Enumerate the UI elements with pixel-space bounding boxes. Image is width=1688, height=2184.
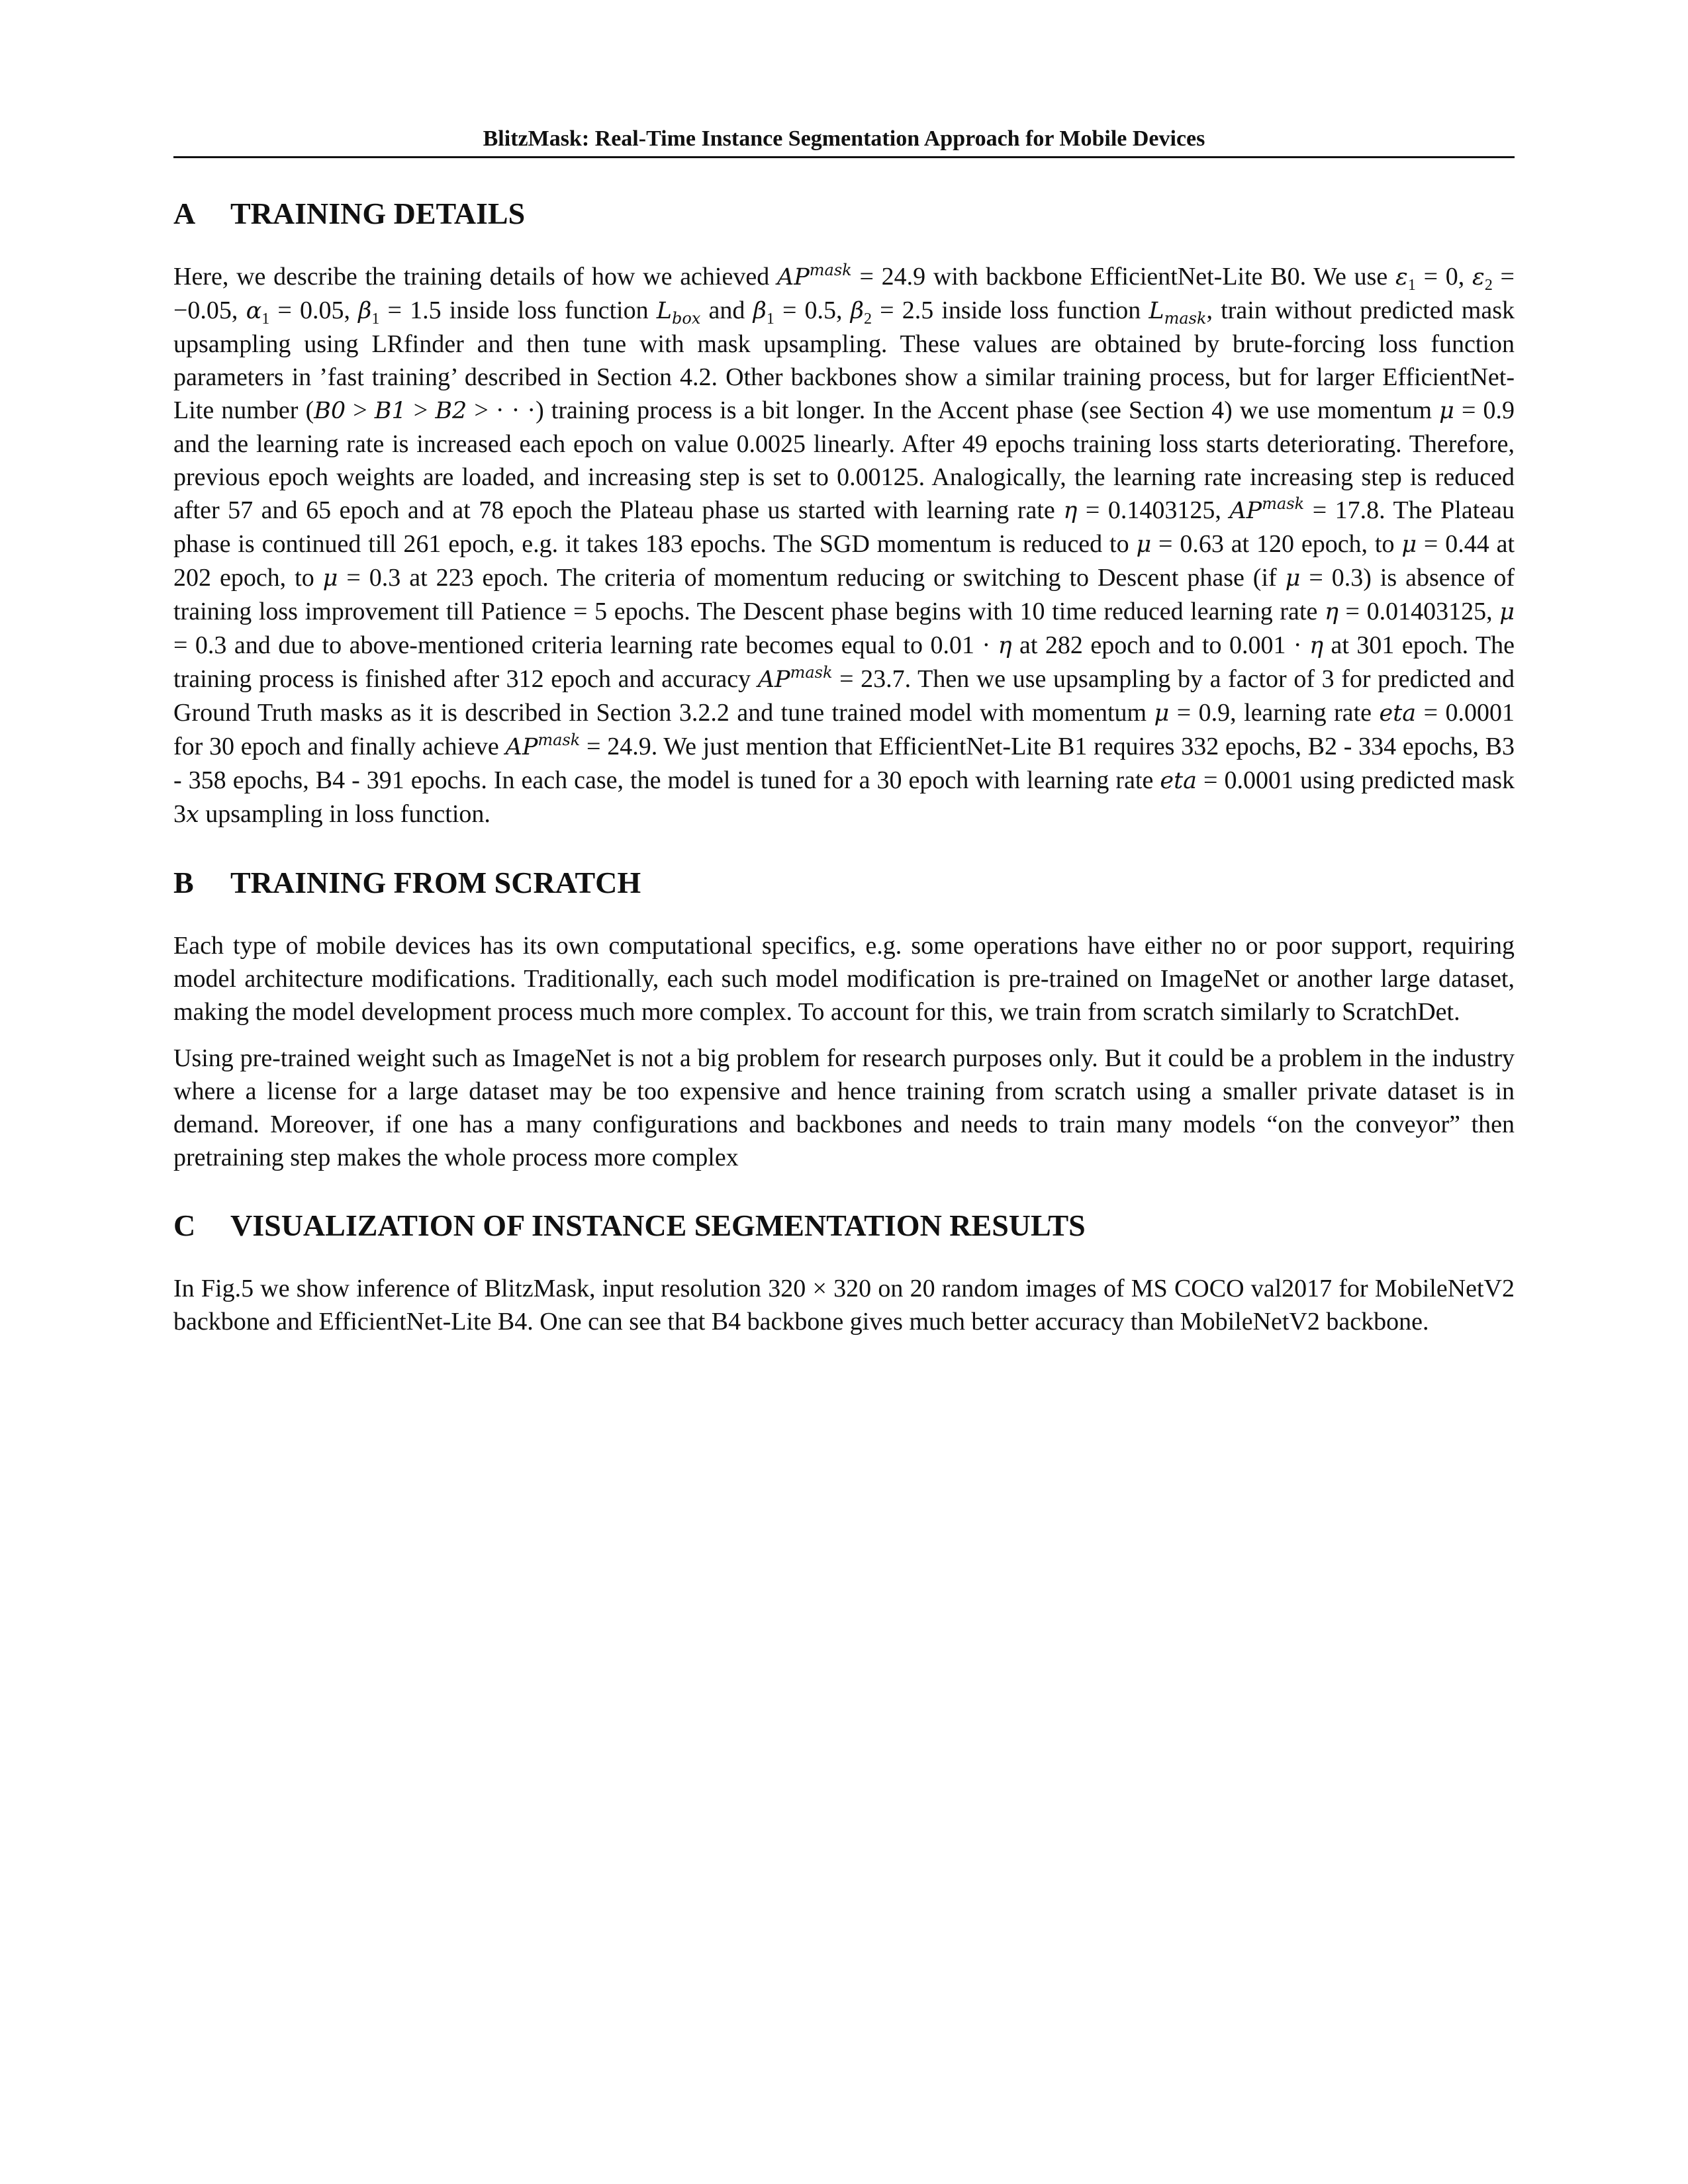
paragraph-visualization: In Fig.5 we show inference of BlitzMask, input resolution 320 × 320 on 20 random images of MS COCO val2017 for MobileNetV2 backbone and EfficientNet-Lite B4. One can see that B4 backbone gives much better accuracy than MobileNetV2 backbone. [173,1275,1515,1336]
section-heading-training-details [173,195,1515,232]
paragraph-scratch-2: Using pre-trained weight such as ImageNet is not a big problem for research purposes only. But it could be a problem in the industry where a license for a large dataset may be too expensive and hence training from scratch using a smaller private dataset is in demand. Moreover, if one has a many configurations and backbones and needs to train many models “on the conveyor” then pretraining step makes the whole process more complex [173,1044,1515,1171]
paper-page [173,126,1515,1338]
section-title: TRAINING DETAILS [230,197,526,230]
running-head: BlitzMask: Real-Time Instance Segmentation Approach for Mobile Devices [173,126,1515,158]
section-heading-visualization [173,1207,1515,1244]
section-number: C [173,1208,196,1242]
section-number: B [173,866,194,899]
section-heading-training-from-scratch [173,864,1515,901]
paragraph-scratch-1: Each type of mobile devices has its own computational specifics, e.g. some operations have either no or poor support, requiring model architecture modifications. Traditionally, each such model modification is pre-trained on ImageNet or another large dataset, making the model development process much more complex. To account for this, we train from scratch similarly to ScratchDet. [173,932,1515,1026]
section-number: A [173,197,196,230]
paragraph-training-details: Here, we describe the training details of how we achieved $AP^{mask} = 24.9$ with backbone EfficientNet-Lite B0. We use $\varepsilon_1 = 0$, $\varepsilon_2 = -0.05$, $\alpha_1 = 0.05$, $\beta_1 = 1.5$ inside loss function $L_{box}$ and $\beta_1 = 0.5$, $\beta_2 = 2.5$ inside loss function $L_{mask}$, train without predicted mask upsampling using LRfinder and then tune with mask upsampling. These values are obtained by brute-forcing loss function parameters in ’fast training’ described in Section 4.2. Other backbones show a similar training process, but for larger EfficientNet-Lite number (B0 > B1 > B2 > · · ·) training process is a bit longer. In the Accent phase (see Section 4) we use momentum μ = 0.9 and the learning rate is increased each epoch on value 0.0025 linearly. After 49 epochs training loss starts deteriorating. Therefore, previous epoch weights are loaded, and increasing step is set to 0.00125. Analogically, the learning rate increasing step is reduced after 57 and 65 epoch and at 78 epoch the Plateau phase us started with learning rate η = 0.1403125, $AP^{mask} = 17.8$. The Plateau phase is continued till 261 epoch, e.g. it takes 183 epochs. The SGD momentum is reduced to μ = 0.63 at 120 epoch, to μ = 0.44 at 202 epoch, to μ = 0.3 at 223 epoch. The criteria of momentum reducing or switching to Descent phase (if μ = 0.3) is absence of training loss improvement till Patience = 5 epochs. The Descent phase begins with 10 time reduced learning rate η = 0.01403125, μ = 0.3 and due to above-mentioned criteria learning rate becomes equal to 0.01 · η at 282 epoch and to 0.001 · η at 301 epoch. The training process is finished after 312 epoch and accuracy $AP^{mask} = 23.7$. Then we use upsampling by a factor of 3 for predicted and Ground Truth masks as it is described in Section 3.2.2 and tune trained model with momentum μ = 0.9, learning rate eta = 0.0001 for 30 epoch and finally achieve $AP^{mask} = 24.9$. We just mention that EfficientNet-Lite B1 requires 332 epochs, B2 - 334 epochs, B3 - 358 epochs, B4 - 391 epochs. In each case, the model is tuned for a 30 epoch with learning rate eta = 0.0001 using predicted mask 3x upsampling in loss function. [173,261,1515,828]
section-title: TRAINING FROM SCRATCH [230,866,641,899]
section-title: VISUALIZATION OF INSTANCE SEGMENTATION RESULTS [230,1208,1086,1242]
